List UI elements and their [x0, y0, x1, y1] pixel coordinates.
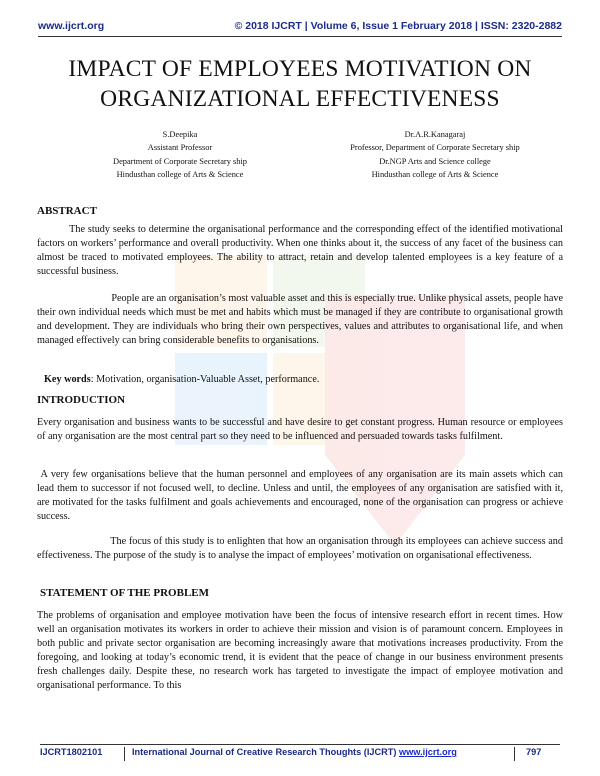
abstract-paragraph-2: People are an organisation’s most valuable asset and this is especially true. Unlike physical assets, people have their own individual needs which must be met and habits which must be managed if they are contribute to organisational growth and development. They are individuals who bring their own perspectives, values and attributes to organisational life, and when managed effectively can bring considerable benefits to organisations. [37, 293, 563, 347]
abstract-paragraph-1: The study seeks to determine the organisational performance and the corresponding effect of the identified motivational factors on workers’ performance and overall productivity. When one thinks about it, the success of any facet of the business can almost be traced to motivated employees. The ability to attract, retain and develop talented employees is a key feature of a successful business. [37, 224, 563, 278]
author-name: Dr.A.R.Kanagaraj [404, 130, 466, 139]
title-line-2: ORGANIZATIONAL EFFECTIVENESS [100, 86, 500, 112]
footer-journal [132, 747, 457, 757]
introduction-paragraph-3: The focus of this study is to enlighten that how an organisation through its employees can achieve success and effectiveness. The purpose of the study is to analyse the impact of employees’ motivation on organisational effectiveness. [37, 536, 563, 562]
author-institution: Hindusthan college of Arts & Science [116, 169, 244, 179]
author-name: S.Deepika [162, 130, 198, 139]
footer-journal-name: International Journal of Creative Research Thoughts (IJCRT) [132, 747, 399, 757]
footer-journal-link[interactable]: www.ijcrt.org [399, 747, 457, 757]
abstract-heading: ABSTRACT [37, 205, 97, 217]
header-site: www.ijcrt.org [38, 20, 105, 32]
problem-heading: STATEMENT OF THE PROBLEM [40, 587, 210, 599]
introduction-paragraph-1: Every organisation and business wants to be successful and have desire to get constant progress. Human resource or employees of any organisation are the most central part so they need to be influenced and persuaded towards tasks fulfilment. [37, 417, 563, 443]
footer-rule [40, 744, 560, 745]
author-department: Dr.NGP Arts and Science college [379, 156, 491, 166]
introduction-heading: INTRODUCTION [37, 394, 126, 406]
author-institution: Hindusthan college of Arts & Science [371, 169, 499, 179]
header-rule [38, 36, 562, 37]
footer-page-number: 797 [526, 747, 542, 757]
author-block-2 [305, 128, 565, 181]
keywords [44, 374, 319, 385]
problem-paragraph-1: The problems of organisation and employee motivation have been the focus of intensive research effort in recent times. How well an organisation motivates its workers in order to achieve their mission and vision is of paramount concern. Employees in both public and private sector organisation are becoming increasingly aware that motivations increases productivity. From the foregoing, and looking at today’s economic trend, it is evident that the peace of change in our business environment presents fresh challenges daily. Despite these, no research work has targeted to investigate the impact of employee motivation and organisational performance. To this [37, 610, 563, 692]
title-line-1: IMPACT OF EMPLOYEES MOTIVATION ON [68, 56, 532, 82]
running-footer [40, 747, 560, 761]
author-role: Professor, Department of Corporate Secretary ship [350, 143, 520, 153]
footer-paper-id: IJCRT1802101 [40, 747, 103, 757]
footer-divider [514, 747, 515, 761]
footer-divider [124, 747, 125, 761]
paper-title [40, 54, 560, 114]
author-block-1 [50, 128, 310, 181]
introduction-paragraph-2: A very few organisations believe that the human personnel and employees of any organisation are its main assets which can lead them to successor if not focused well, to decline. Unless and until, the employees of any organisation are satisfied with it, are motivated for the tasks fulfilment and goals achievements and encouraged, none of the organisation can progress or achieve success. [37, 469, 563, 523]
running-header [38, 20, 562, 34]
keywords-label: Key words [44, 374, 91, 385]
author-department: Department of Corporate Secretary ship [113, 156, 247, 166]
author-role: Assistant Professor [147, 143, 213, 153]
header-issue-info: © 2018 IJCRT | Volume 6, Issue 1 February 2018 | ISSN: 2320-2882 [234, 20, 562, 32]
keywords-text: : Motivation, organisation-Valuable Asset, performance. [90, 374, 320, 385]
